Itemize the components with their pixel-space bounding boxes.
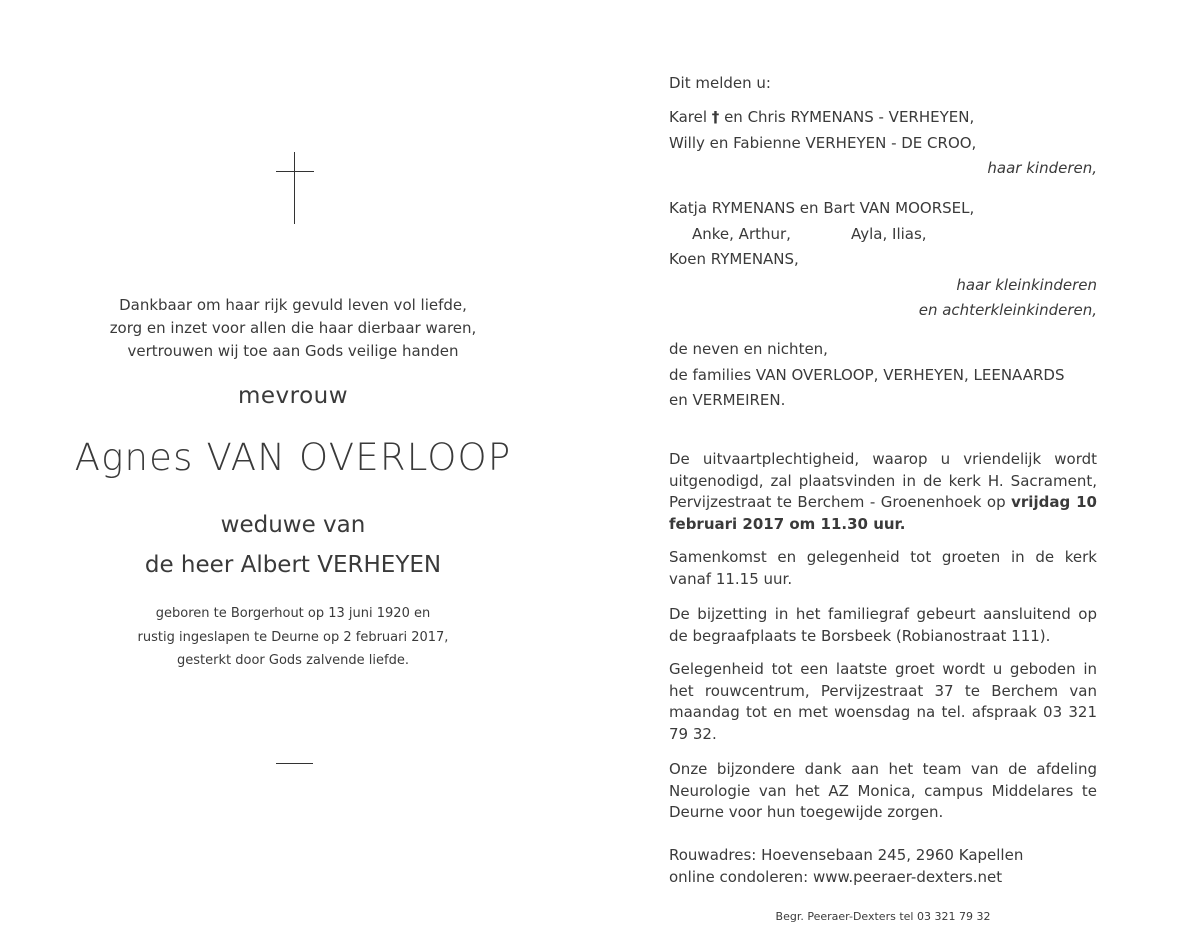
farewell-paragraph: Gelegenheid tot een laatste groet wordt u geboden in het rouwcentrum, Pervijzestraat 37 te Berchem van maandag tot en met woensdag na tel. afspraak 03 321 79 32. — [669, 660, 1097, 743]
relatives-line: de families VAN OVERLOOP, VERHEYEN, LEENAARDS — [669, 365, 1065, 384]
cross-icon — [276, 152, 314, 224]
deceased-name: Agnes VAN OVERLOOP — [74, 436, 512, 479]
intro-line: vertrouwen wij toe aan Gods veilige handen — [127, 342, 459, 360]
gathering-paragraph: Samenkomst en gelegenheid tot groeten in de kerk vanaf 11.15 uur. — [669, 548, 1097, 588]
contact-block — [669, 845, 1097, 888]
divider — [276, 763, 313, 764]
great-grandchildren-role: en achterkleinkinderen, — [918, 301, 1097, 319]
grandchild-line: Koen RYMENANS, — [669, 250, 799, 268]
relatives-line: de neven en nichten, — [669, 340, 828, 358]
great-grandchildren-line: Anke, Arthur, Ayla, Ilias, — [692, 224, 927, 243]
birth-death-text — [60, 602, 526, 673]
child-line: Karel † en Chris RYMENANS - VERHEYEN, — [669, 108, 975, 126]
children-block — [669, 105, 1097, 182]
grandchildren-role: haar kleinkinderen — [956, 275, 1097, 294]
spouse-name: de heer Albert VERHEYEN — [144, 552, 442, 578]
relatives-block — [669, 337, 1097, 414]
grandchild-line: Katja RYMENANS en Bart VAN MOORSEL, — [669, 199, 975, 217]
undertaker-footer: Begr. Peeraer-Dexters tel 03 321 79 32 — [775, 910, 991, 923]
funeral-text: De uitvaartplechtigheid, waarop u vriendelijk wordt uitgenodigd, zal plaatsvinden in de kerk H. Sacrament, Pervijzestraat te Berchem - Groenenhoek op — [669, 450, 1097, 511]
intro-text — [60, 294, 526, 363]
grandchildren-block — [669, 196, 1097, 324]
dagger-icon: † — [711, 108, 720, 126]
blessing-line: gesterkt door Gods zalvende liefde. — [177, 653, 409, 668]
condolences-line: online condoleren: www.peeraer-dexters.net — [669, 867, 1003, 886]
children-role: haar kinderen, — [987, 159, 1097, 177]
child-line: Willy en Fabienne VERHEYEN - DE CROO, — [669, 133, 977, 152]
funeral-date: vrijdag 10 februari 2017 om 11.30 uur. — [669, 493, 1097, 533]
intro-line: Dankbaar om haar rijk gevuld leven vol liefde, — [119, 296, 467, 314]
relatives-line: en VERMEIREN. — [669, 391, 786, 409]
death-line: rustig ingeslapen te Deurne op 2 februari 2017, — [137, 629, 449, 645]
thanks-paragraph: Onze bijzondere dank aan het team van de afdeling Neurologie van het AZ Monica, campus Middelares te Deurne voor hun toegewijde zorgen. — [669, 760, 1097, 821]
intro-line: zorg en inzet voor allen die haar dierbaar waren, — [109, 319, 477, 337]
title-prefix: mevrouw — [237, 383, 349, 409]
funeral-paragraph — [669, 449, 1097, 535]
address-line: Rouwadres: Hoevensebaan 245, 2960 Kapellen — [669, 846, 1024, 864]
burial-paragraph: De bijzetting in het familiegraf gebeurt aansluitend op de begraafplaats te Borsbeek (Robianostraat 111). — [669, 605, 1097, 645]
birth-line: geboren te Borgerhout op 13 juni 1920 en — [155, 606, 431, 621]
announcement-heading: Dit melden u: — [669, 74, 771, 92]
widow-line: weduwe van — [220, 512, 366, 538]
widow-of — [60, 505, 526, 585]
